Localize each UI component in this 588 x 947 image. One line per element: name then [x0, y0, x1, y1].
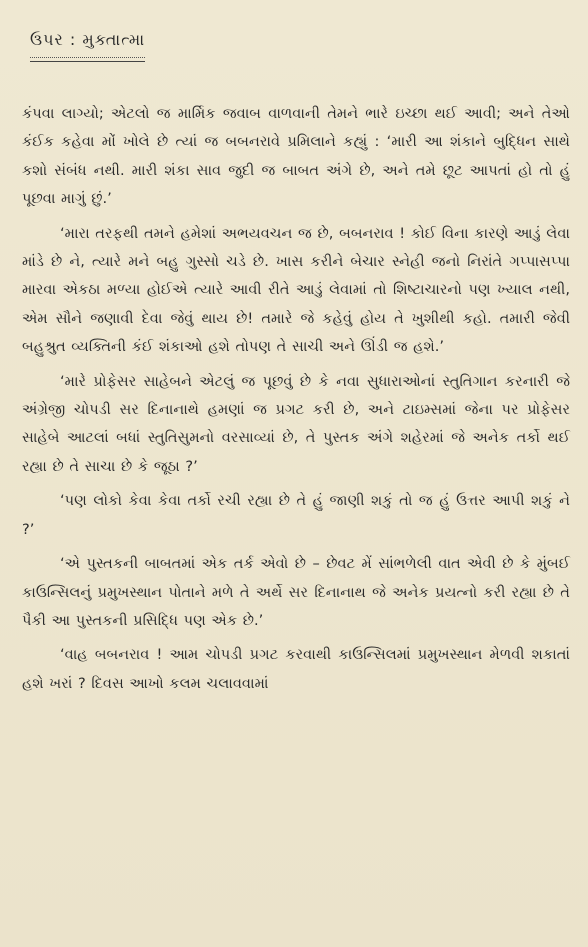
- paragraph-1: કંપવા લાગ્યો; એટલો જ માર્મિક જવાબ વાળવાની તેમને ભારે ઇચ્છા થઈ આવી; અને તેઓ કંઈક કહેવા મોં ખોલે છે ત્યાં જ બબનરાવે પ્રમિલાને કહ્યું : ‘મારી આ શંકાને બુદ્ધિન સાથે કશો સંબંધ નથી. મારી શંકા સાવ જુદી જ બાબત અંગે છે, અને તમે છૂટ આપતાં હો તો હું પૂછવા માગું છું.’: [22, 105, 570, 208]
- paragraph-2: ‘મારા તરફથી તમને હમેશાં અભયવચન જ છે, બબનરાવ ! કોઈ વિના કારણે આડું લેવા માંડે છે ને, ત્યારે મને બહુ ગુસ્સો ચડે છે. ખાસ કરીને બેચાર સ્નેહી જનો નિરાંતે ગપ્પાસપ્પા મારવા એકઠા મળ્યા હોઈએ ત્યારે આવી રીતે આડું લેવામાં તો શિષ્ટાચારનો પણ ખ્યાલ નથી, એમ સૌને જણાવી દેવા જેવું થાય છે! તમારે જે કહેવું હોય તે ખુશીથી કહો. તમારી જેવી બહુશ્રુત વ્યક્તિની કંઈ શંકાઓ હશે તોપણ તે સાચી અને ઊંડી જ હશે.’: [22, 224, 570, 356]
- paragraph-6: ‘વાહ બબનરાવ ! આમ ચોપડી પ્રગટ કરવાથી કાઉન્સિલમાં પ્રમુખસ્થાન મેળવી શકાતાં હશે ખરાં ? દિવસ આખો કલમ ચલાવવામાં: [22, 646, 570, 692]
- paragraph-3: ‘મારે પ્રોફેસર સાહેબને એટલું જ પૂછવું છે કે નવા સુધારાઓનાં સ્તુતિગાન કરનારી જે અંગ્રેજી ચોપડી સર દિનાનાથે હમણાં જ પ્રગટ કરી છે, અને ટાઇમ્સમાં જેના પર પ્રોફેસર સાહેબે આટલાં બધાં સ્તુતિસુમનો વરસાવ્યાં છે, તે પુસ્તક અંગે શહેરમાં જે અનેક તર્કો થઈ રહ્યા છે તે સાચા છે કે જૂઠા ?’: [22, 372, 570, 475]
- paragraph-5: ‘એ પુસ્તકની બાબતમાં એક તર્ક એવો છે – છેવટ મેં સાંભળેલી વાત એવી છે કે મુંબઈ કાઉન્સિલનું પ્રમુખસ્થાન પોતાને મળે તે અર્થે સર દિનાનાથ જે અનેક પ્રયત્નો કરી રહ્યા છે તે પૈકી આ પુસ્તકની પ્રસિદ્ધિ પણ એક છે.’: [22, 555, 570, 629]
- running-header: [30, 30, 145, 62]
- body-text: [22, 100, 570, 698]
- header-ornament-rule: [30, 53, 145, 58]
- page-and-title: ઉપર : મુક્તાત્મા: [30, 30, 146, 49]
- paragraph-4: ‘પણ લોકો કેવા કેવા તર્કો રચી રહ્યા છે તે હું જાણી શકું તો જ હું ઉત્તર આપી શકું ને ?’: [22, 492, 570, 538]
